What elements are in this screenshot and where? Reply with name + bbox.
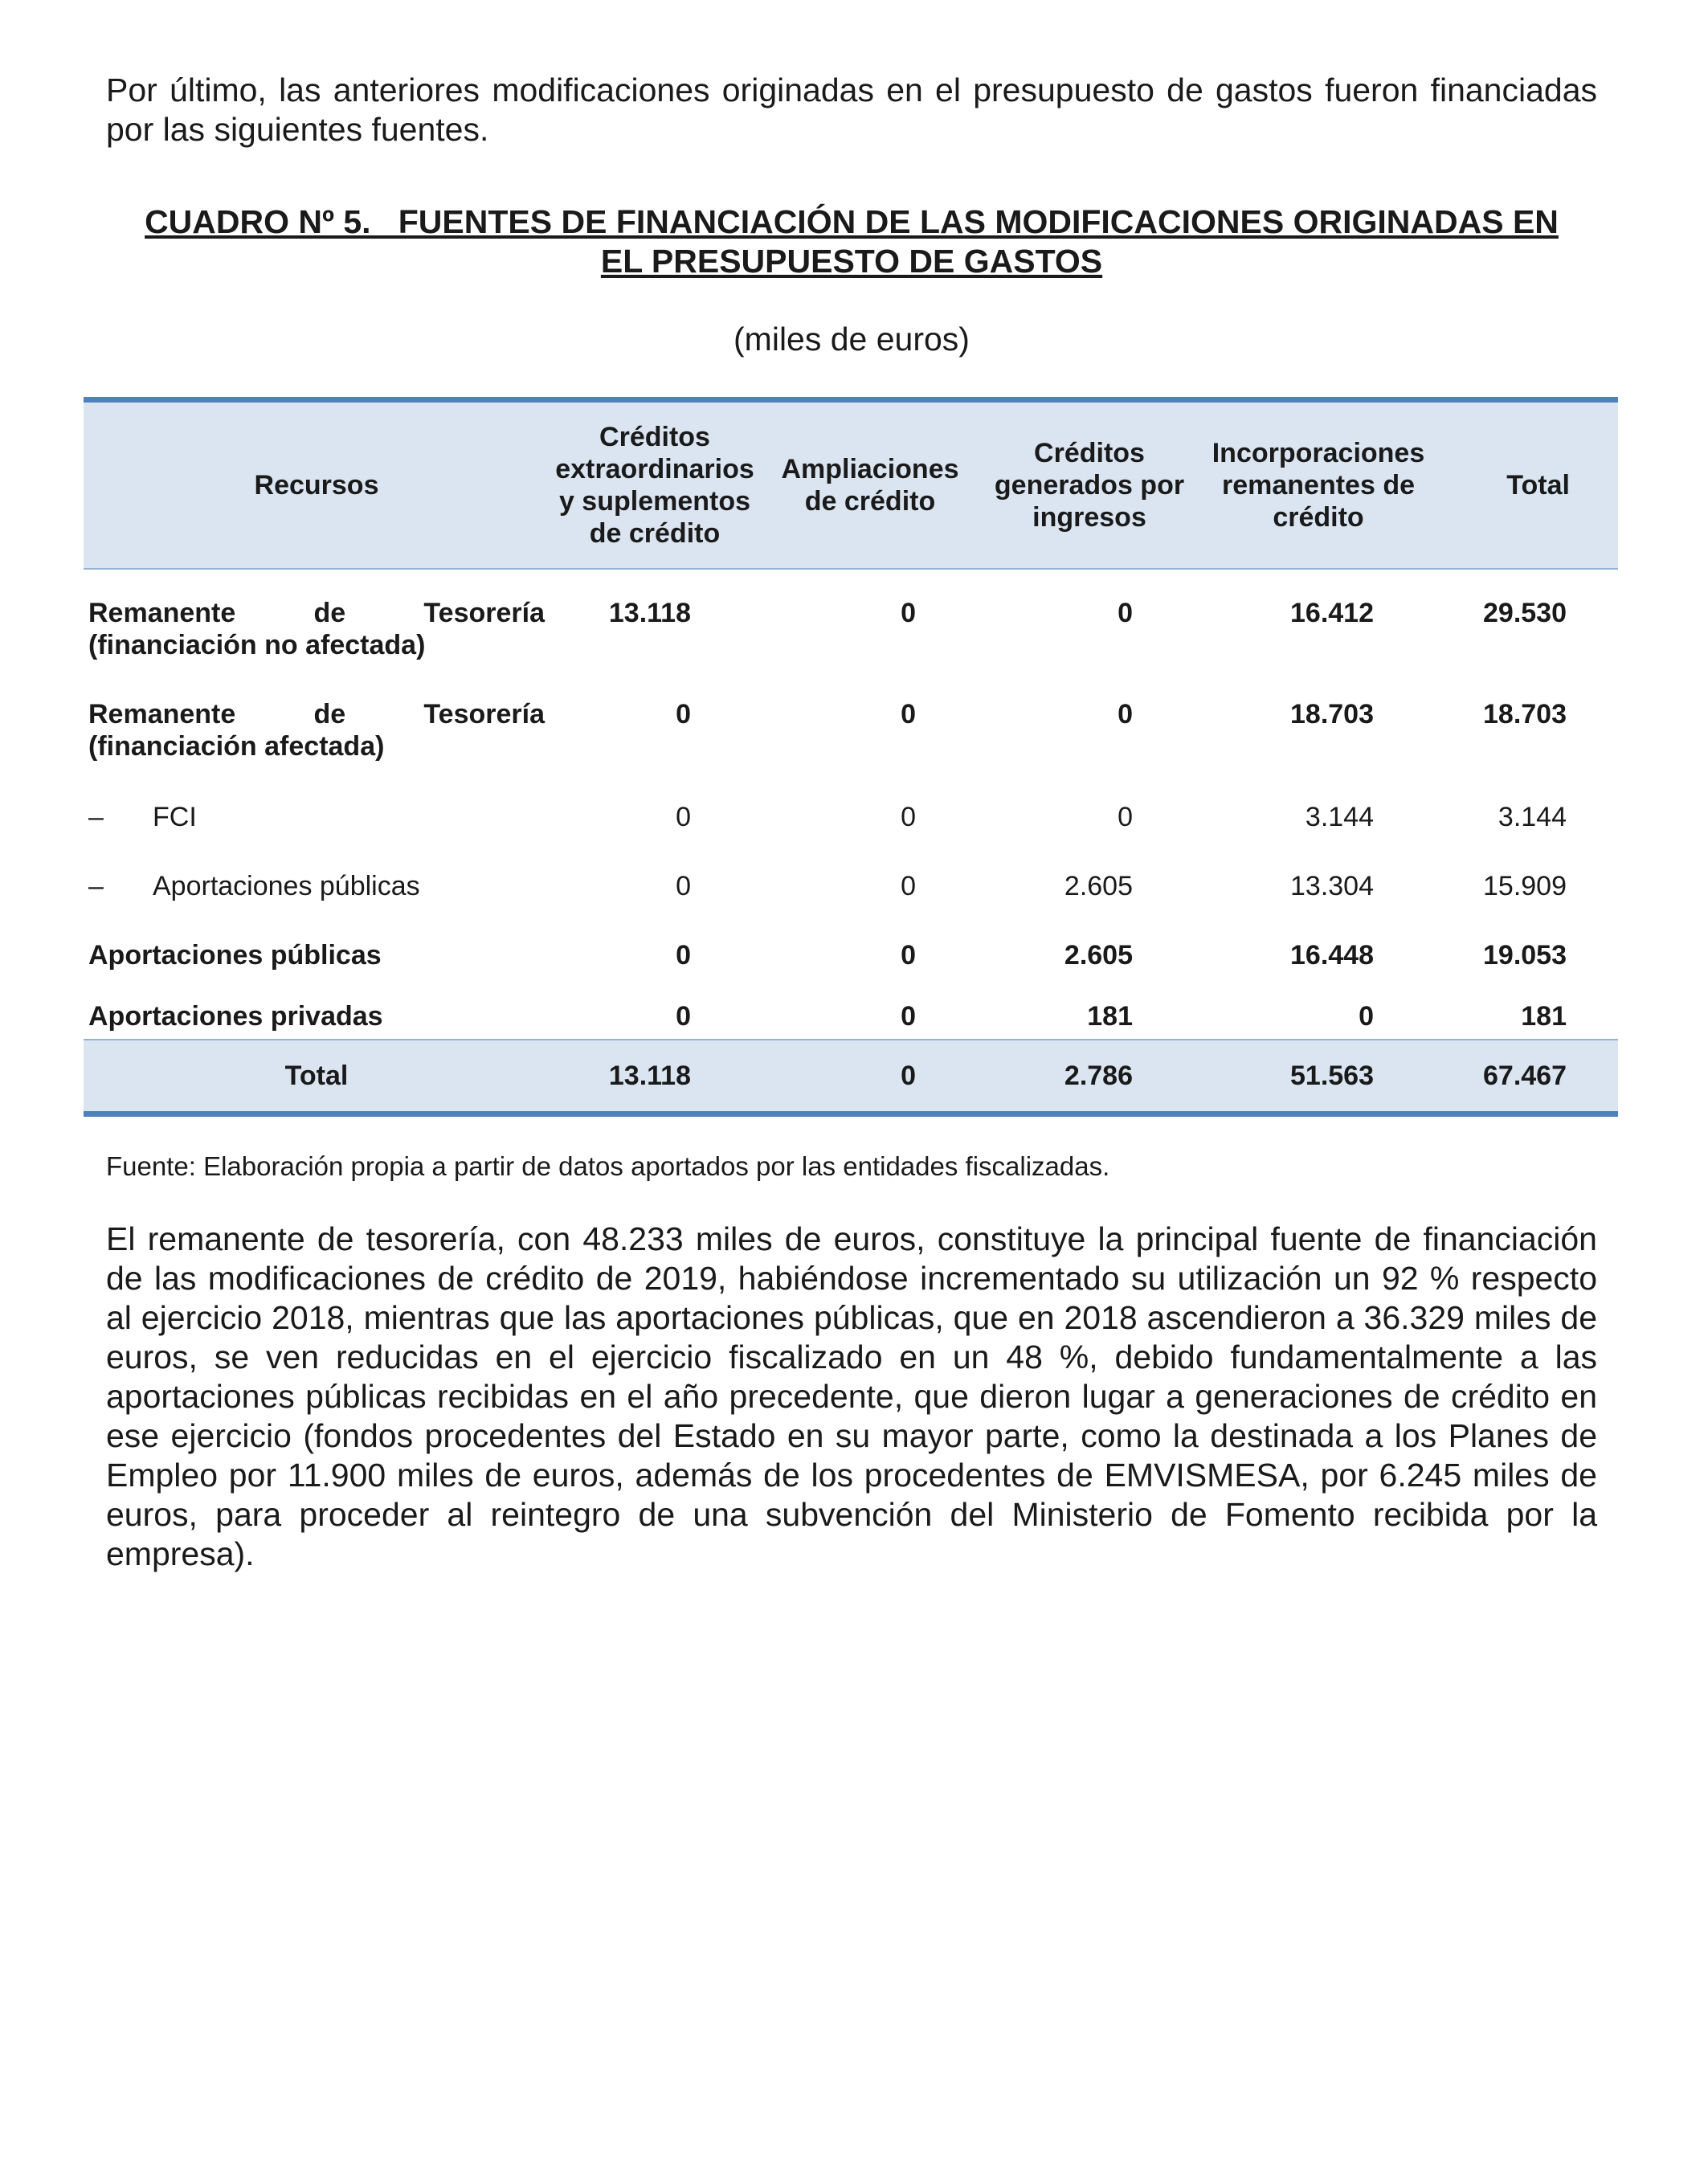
table-header-row [84,400,1618,570]
row-label: Aportaciones públicas [88,940,382,971]
dash-bullet: – [88,802,104,832]
cell-value: 3.144 [1498,802,1567,832]
cell-value: 0 [1118,699,1133,730]
cell-value: 2.605 [1064,940,1133,971]
cell-value: 13.304 [1290,871,1374,901]
table-title [106,202,1597,281]
cell-value: 3.144 [1305,802,1374,832]
closing-paragraph: El remanente de tesorería, con 48.233 miles de euros, constituye la principal fuente de financiación de las modificaciones de crédito de 2019, habiéndose incrementado su utilización un 92 % respecto al ejercicio 2018, mientras que las aportaciones públicas, que en 2018 ascendieron a 36.329 miles de euros, se ven reducidas en el ejercicio fiscalizado en un 48 %, debido fundamentalmente a las aportaciones públicas recibidas en el año precedente, que dieron lugar a generaciones de crédito en ese ejercicio (fondos procedentes del Estado en su mayor parte, como la destinada a los Planes de Empleo por 11.900 miles de euros, además de los procedentes de EMVISMESA, por 6.245 miles de euros, para proceder al reintegro de una subvención del Ministerio de Fomento recibida por la empresa). [106,1220,1597,1572]
row-label-line1: Remanente de Tesorería [88,598,545,628]
row-label-line1: Remanente de Tesorería [88,699,545,730]
table-units: (miles de euros) [733,321,970,358]
table-row [84,671,1618,772]
row-label [84,841,550,910]
total-value: 13.118 [550,1040,760,1114]
financing-table [84,397,1618,1117]
cell-value: 0 [901,699,916,730]
total-value: 67.467 [1438,1040,1618,1114]
cell-value: 181 [1521,1001,1567,1032]
row-label [84,569,550,671]
header-creditos-generados: Créditos generados por ingresos [980,400,1199,570]
cell-value: 0 [901,940,916,971]
header-incorporaciones: Incorporaciones remanentes de crédito [1199,400,1438,570]
cell-value: 0 [1118,598,1133,628]
intro-paragraph: Por último, las anteriores modificaciones originadas en el presupuesto de gastos fueron financiadas por las siguientes fuentes. [106,72,1597,148]
table-row [84,910,1618,979]
cell-value: 0 [1118,802,1133,832]
cell-value: 0 [1359,1001,1374,1032]
cell-value: 13.118 [608,598,691,628]
row-label-line2: (financiación afectada) [88,731,385,762]
header-recursos: Recursos [84,400,550,570]
cell-value: 0 [901,598,916,628]
dash-bullet: – [88,871,104,901]
cell-value: 16.448 [1290,940,1374,971]
cell-value: 29.530 [1483,598,1567,628]
table-title-line1: CUADRO Nº 5. FUENTES DE FINANCIACIÓN DE LAS MODIFICACIONES ORIGINADAS EN [145,203,1559,240]
table-total-row [84,1040,1618,1114]
header-creditos-extraordinarios: Créditos extraordinarios y suplementos de crédito [550,400,760,570]
cell-value: 0 [901,1001,916,1032]
row-label-line2: (financiación no afectada) [88,630,426,660]
cell-value: 18.703 [1290,699,1374,730]
row-label-text: FCI [153,802,197,832]
cell-value: 0 [901,802,916,832]
cell-value: 0 [676,699,691,730]
table-row [84,841,1618,910]
header-ampliaciones: Ampliaciones de crédito [760,400,980,570]
total-value: 51.563 [1199,1040,1438,1114]
cell-value: 15.909 [1483,871,1567,901]
cell-value: 18.703 [1483,699,1567,730]
table-title-line2: EL PRESUPUESTO DE GASTOS [600,243,1103,280]
total-label: Total [84,1040,550,1114]
cell-value: 16.412 [1290,598,1374,628]
cell-value: 0 [676,871,691,901]
cell-value: 19.053 [1483,940,1567,971]
cell-value: 0 [676,940,691,971]
table-row [84,772,1618,841]
total-value: 0 [760,1040,980,1114]
row-label [84,671,550,772]
table-row [84,569,1618,671]
source-note: Fuente: Elaboración propia a partir de datos aportados por las entidades fiscalizadas. [106,1151,1110,1181]
header-total: Total [1438,400,1618,570]
cell-value: 2.605 [1064,871,1133,901]
row-label: Aportaciones privadas [88,1001,383,1032]
cell-value: 181 [1087,1001,1133,1032]
row-label-text: Aportaciones públicas [153,871,420,901]
row-label [84,772,550,841]
cell-value: 0 [676,802,691,832]
cell-value: 0 [901,871,916,901]
table-row [84,979,1618,1040]
total-value: 2.786 [980,1040,1199,1114]
cell-value: 0 [676,1001,691,1032]
